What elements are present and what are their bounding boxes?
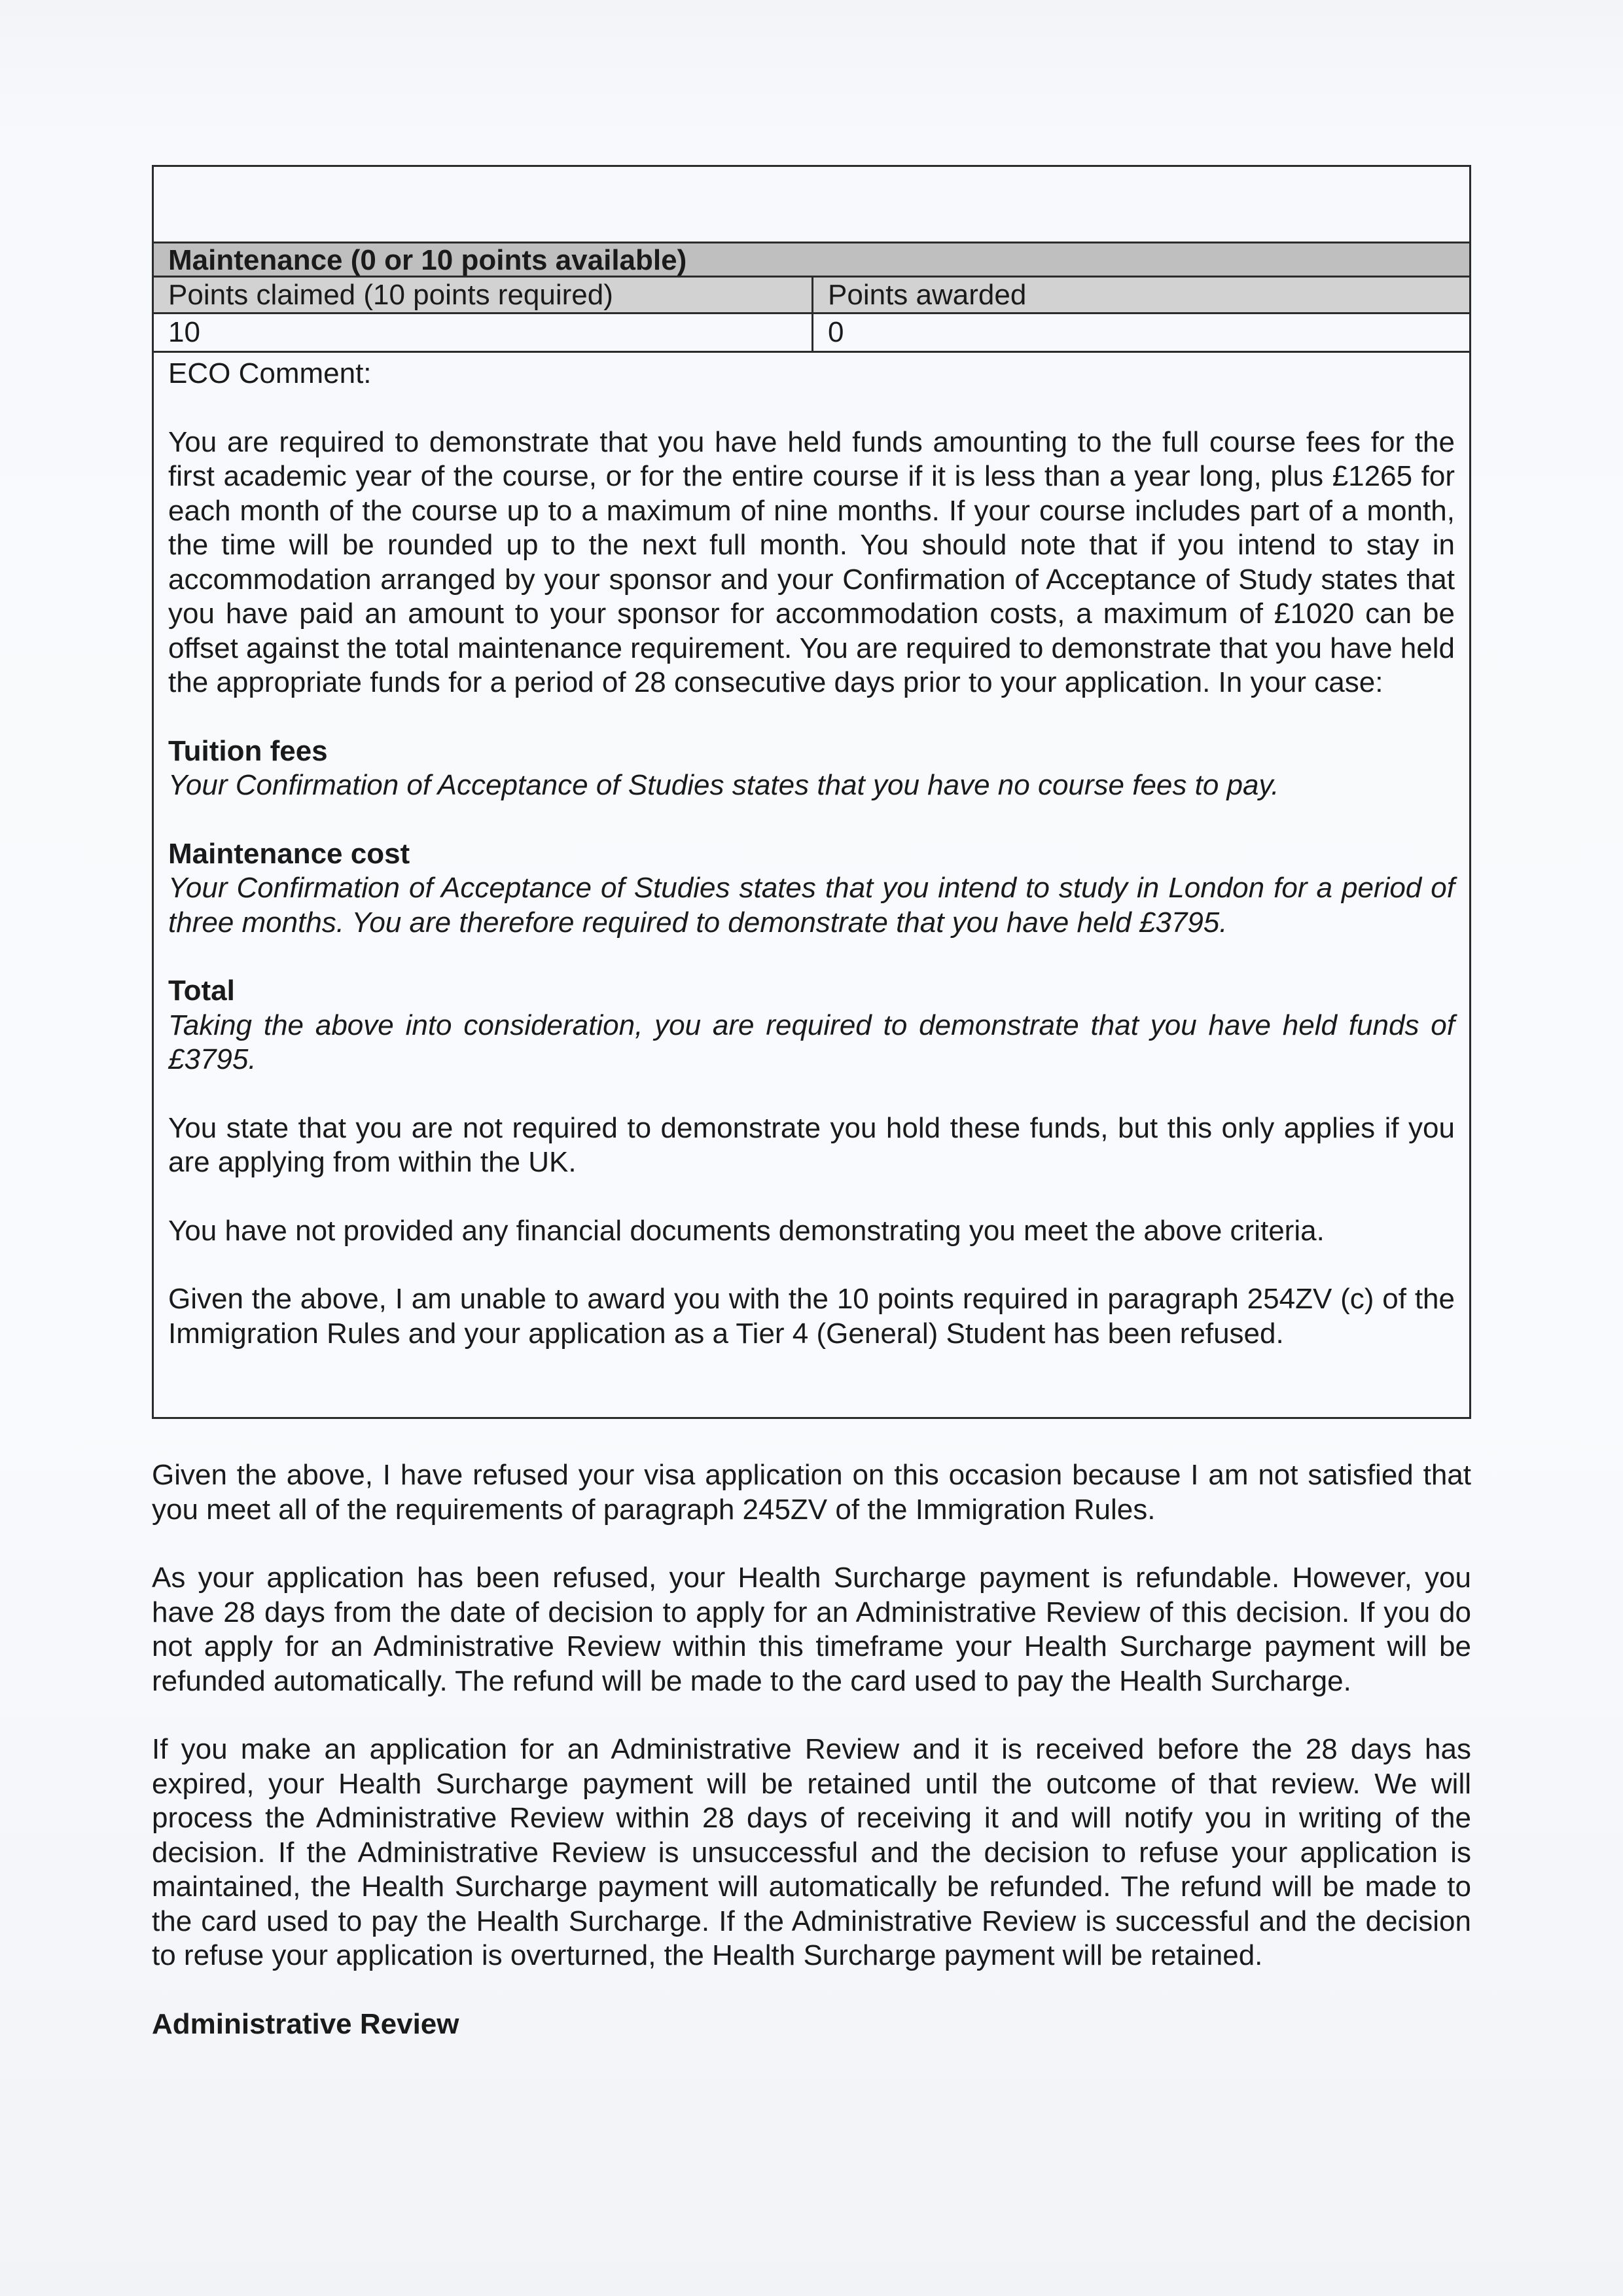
document-content [152,165,1471,2041]
points-awarded-value: 0 [812,314,1469,351]
blank-header-row [154,167,1469,243]
administrative-review-heading: Administrative Review [152,2007,459,2040]
tuition-heading: Tuition fees [168,734,328,767]
total-heading: Total [168,975,235,1007]
health-surcharge-paragraph: As your application has been refused, your Health Surcharge payment is refundable. However, you have 28 days from the date of decision to apply for an Administrative Review of this decision. If you do not apply for an Administrative Review within this timeframe your Health Surcharge payment will be refunded automatically. The refund will be made to the card used to pay the Health Surcharge. [152,1562,1471,1697]
maintenance-text: Your Confirmation of Acceptance of Studies states that you intend to study in London for a period of three months. You are therefore required to demonstrate that you have held £3795. [168,872,1455,939]
no-documents-paragraph: You have not provided any financial documents demonstrating you meet the above criteria. [168,1214,1325,1247]
eco-comment-label: ECO Comment: [168,357,372,389]
conclusion-paragraph: Given the above, I am unable to award you with the 10 points required in paragraph 254ZV (c) of the Immigration Rules and your application as a Tier 4 (General) Student has been refused. [168,1283,1455,1350]
points-value-row [154,314,1469,353]
tuition-text: Your Confirmation of Acceptance of Studies states that you have no course fees to pay. [168,769,1279,801]
maintenance-heading: Maintenance cost [168,837,410,870]
points-label-row [154,278,1469,314]
points-claimed-label: Points claimed (10 points required) [168,279,613,311]
eco-comment [154,353,1469,1351]
total-text: Taking the above into consideration, you are required to demonstrate that you have held funds of £3795. [168,1009,1455,1075]
points-claimed-value: 10 [168,316,200,348]
state-paragraph: You state that you are not required to demonstrate you hold these funds, but this only applies if you are applying from within the UK. [168,1111,1455,1178]
points-awarded-label: Points awarded [812,278,1469,312]
administrative-review-paragraph: If you make an application for an Administrative Review and it is received before the 28 days has expired, your Health Surcharge payment will be retained until the outcome of that review. We will process the Administrative Review within 28 days of receiving it and will notify you in writing of the decision. If the Administrative Review is unsuccessful and the decision to refuse your application is maintained, the Health Surcharge payment will automatically be refunded. The refund will be made to the card used to pay the Health Surcharge. If the Administrative Review is successful and the decision to refuse your application is overturned, the Health Surcharge payment will be retained. [152,1733,1471,1971]
section-title: Maintenance (0 or 10 points available) [154,243,1469,278]
eco-intro-paragraph: You are required to demonstrate that you have held funds amounting to the full course fees for the first academic year of the course, or for the entire course if it is less than a year long, plus £1265 for each month of the course up to a maximum of nine months. If your course includes part of a month, the time will be rounded up to the next full month. You should note that if you intend to stay in accommodation arranged by your sponsor and your Confirmation of Acceptance of Study states that you have paid an amount to your sponsor for accommodation costs, a maximum of £1020 can be offset against the total maintenance requirement. You are required to demonstrate that you have held the appropriate funds for a period of 28 consecutive days prior to your application. In your case: [168,425,1455,698]
refusal-paragraph: Given the above, I have refused your visa application on this occasion because I am not satisfied that you meet all of the requirements of paragraph 245ZV of the Immigration Rules. [152,1459,1471,1526]
maintenance-table [152,165,1471,1419]
decision-body [152,1458,1471,2041]
